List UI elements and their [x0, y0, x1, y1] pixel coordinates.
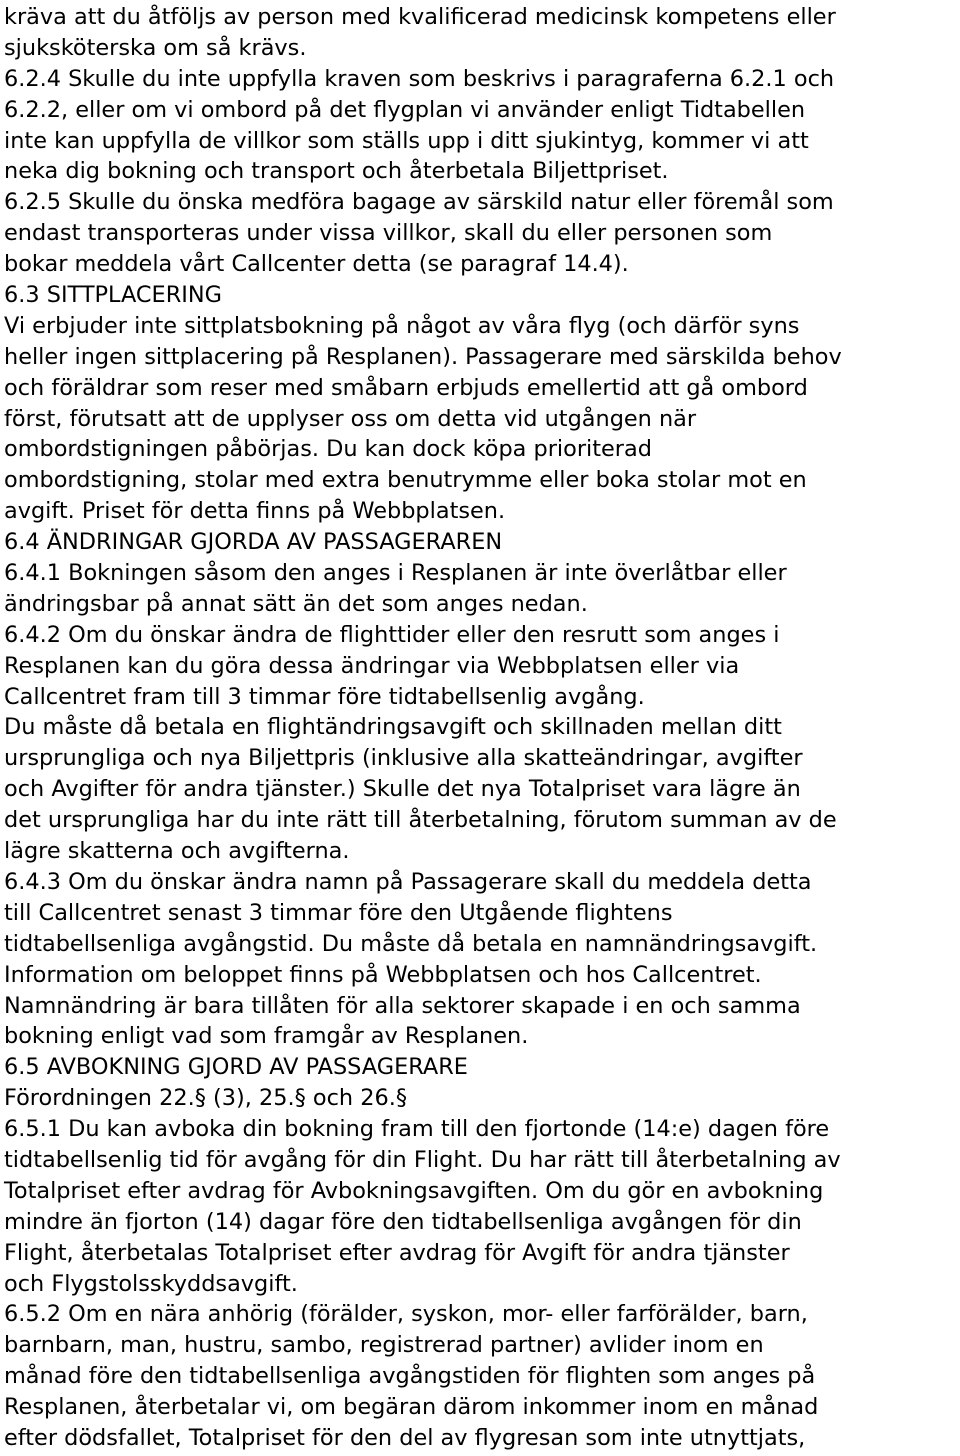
text-line: ändringsbar på annat sätt än det som anges nedan. [4, 590, 588, 617]
text-line: Vi erbjuder inte sittplatsbokning på något av våra flyg (och därför syns [4, 312, 800, 339]
text-line: sjuksköterska om så krävs. [4, 34, 307, 61]
text-line: och föräldrar som reser med småbarn erbjuds emellertid att gå ombord [4, 374, 808, 401]
section-heading: 6.5 AVBOKNING GJORD AV PASSAGERARE [4, 1054, 468, 1081]
text-line: tidtabellsenliga avgångstid. Du måste då betala en namnändringsavgift. [4, 930, 818, 957]
text-line: och Flygstolsskyddsavgift. [4, 1270, 298, 1297]
text-line: tidtabellsenlig tid för avgång för din Flight. Du har rätt till återbetalning av [4, 1146, 841, 1173]
text-line: ombordstigning, stolar med extra benutrymme eller boka stolar mot en [4, 467, 807, 494]
text-line: och Avgifter för andra tjänster.) Skulle det nya Totalpriset vara lägre än [4, 776, 801, 803]
text-line: avgift. Priset för detta finns på Webbplatsen. [4, 498, 506, 525]
text-line: kräva att du åtföljs av person med kvalificerad medicinsk kompetens eller [4, 4, 836, 30]
text-line: efter dödsfallet, Totalpriset för den del av flygresan som inte utnyttjats, [4, 1424, 806, 1451]
text-line: Flight, återbetalas Totalpriset efter avdrag för Avgift för andra tjänster [4, 1239, 790, 1266]
text-line: till Callcentret senast 3 timmar före den Utgående flightens [4, 899, 673, 926]
text-line: 6.2.5 Skulle du önska medföra bagage av särskild natur eller föremål som [4, 189, 834, 216]
text-line: Du måste då betala en flightändringsavgift och skillnaden mellan ditt [4, 714, 782, 741]
text-line: bokar meddela vårt Callcenter detta (se paragraf 14.4). [4, 251, 629, 278]
text-line: ombordstigningen påbörjas. Du kan dock köpa prioriterad [4, 436, 652, 463]
text-line: Callcentret fram till 3 timmar före tidtabellsenlig avgång. [4, 683, 645, 710]
text-line: månad före den tidtabellsenliga avgångstiden för flighten som anges på [4, 1363, 816, 1390]
text-line: Information om beloppet finns på Webbplatsen och hos Callcentret. [4, 961, 762, 988]
text-line: Resplanen, återbetalar vi, om begäran därom inkommer inom en månad [4, 1394, 819, 1421]
text-line: 6.5.1 Du kan avboka din bokning fram till den fjortonde (14:e) dagen före [4, 1116, 830, 1143]
text-line: 6.4.2 Om du önskar ändra de flighttider eller den resrutt som anges i [4, 621, 780, 648]
text-line: Totalpriset efter avdrag för Avbokningsavgiften. Om du gör en avbokning [4, 1177, 824, 1204]
text-line: det ursprungliga har du inte rätt till återbetalning, förutom summan av de [4, 807, 837, 834]
text-line: lägre skatterna och avgifterna. [4, 838, 350, 865]
text-line: inte kan uppfylla de villkor som ställs upp i ditt sjukintyg, kommer vi att [4, 127, 809, 154]
text-line: mindre än fjorton (14) dagar före den tidtabellsenliga avgången för din [4, 1208, 802, 1235]
section-heading: 6.4 ÄNDRINGAR GJORDA AV PASSAGERAREN [4, 529, 503, 556]
text-line: 6.4.3 Om du önskar ändra namn på Passagerare skall du meddela detta [4, 868, 812, 895]
text-line: bokning enligt vad som framgår av Resplanen. [4, 1023, 529, 1050]
text-line: neka dig bokning och transport och återbetala Biljettpriset. [4, 158, 669, 185]
document-text [4, 2, 956, 1454]
text-line: barnbarn, man, hustru, sambo, registrerad partner) avlider inom en [4, 1332, 764, 1359]
section-heading: 6.3 SITTPLACERING [4, 282, 222, 309]
text-line: 6.2.4 Skulle du inte uppfylla kraven som beskrivs i paragraferna 6.2.1 och [4, 65, 835, 92]
text-line: Resplanen kan du göra dessa ändringar via Webbplatsen eller via [4, 652, 740, 679]
text-line: först, förutsatt att de upplyser oss om detta vid utgången när [4, 405, 697, 432]
text-line: 6.2.2, eller om vi ombord på det flygplan vi använder enligt Tidtabellen [4, 96, 806, 123]
text-line: 6.5.2 Om en nära anhörig (förälder, syskon, mor- eller farförälder, barn, [4, 1301, 808, 1328]
text-line: ursprungliga och nya Biljettpris (inklusive alla skatteändringar, avgifter [4, 745, 803, 772]
text-line: 6.4.1 Bokningen såsom den anges i Resplanen är inte överlåtbar eller [4, 560, 787, 587]
text-line: Förordningen 22.§ (3), 25.§ och 26.§ [4, 1085, 408, 1112]
text-line: Namnändring är bara tillåten för alla sektorer skapade i en och samma [4, 992, 801, 1019]
text-line: endast transporteras under vissa villkor, skall du eller personen som [4, 220, 773, 247]
text-line: heller ingen sittplacering på Resplanen). Passagerare med särskilda behov [4, 343, 842, 370]
